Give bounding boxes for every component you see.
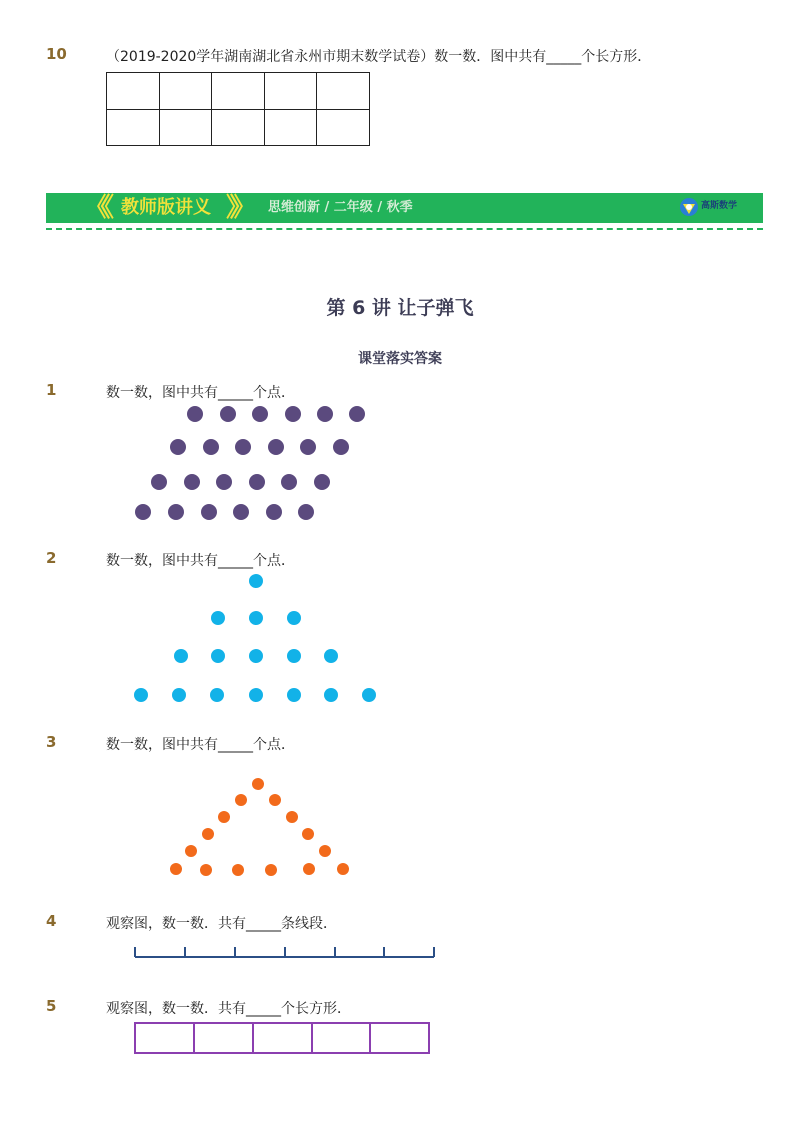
purple-dot-figure <box>0 395 400 530</box>
question-number-2: 2 <box>46 549 57 567</box>
blue-dot-figure <box>0 570 400 710</box>
question-text-2: 数一数，图中共有_____个点． <box>106 553 295 569</box>
question-text-10: （2019-2020学年湖南湖北省永州市期末数学试卷）数一数．图中共有_____个长方形． <box>106 49 652 65</box>
question-text-1: 数一数，图中共有_____个点． <box>106 385 295 401</box>
question-text-4: 观察图，数一数．共有_____条线段． <box>106 916 337 932</box>
question-number-3: 3 <box>46 733 57 751</box>
purple-rectangle-figure <box>0 1018 450 1058</box>
lesson-title: 第 6 讲 让子弹飞 <box>326 297 474 319</box>
question-text-3: 数一数，图中共有_____个点． <box>106 737 295 753</box>
orange-dot-figure <box>0 770 400 885</box>
banner-subtitle: 思维创新 / 二年级 / 秋季 <box>268 200 413 215</box>
question-text-5: 观察图，数一数．共有_____个长方形． <box>106 1001 351 1017</box>
segment-figure <box>0 940 450 965</box>
question-number-1: 1 <box>46 381 57 399</box>
question-number-10: 10 <box>46 45 67 63</box>
logo-text: 高斯数学 <box>701 201 738 211</box>
double-chevron-right-icon: 》》 <box>226 193 248 223</box>
gauss-logo-icon <box>679 197 699 217</box>
rectangle-grid-figure <box>106 72 370 146</box>
section-title: 课堂落实答案 <box>358 351 442 367</box>
lecture-banner <box>46 193 763 223</box>
dashed-divider <box>46 228 763 230</box>
question-number-4: 4 <box>46 912 57 930</box>
question-number-5: 5 <box>46 997 57 1015</box>
double-chevron-left-icon: 《《 <box>84 193 106 223</box>
banner-title: 教师版讲义 <box>121 197 211 218</box>
